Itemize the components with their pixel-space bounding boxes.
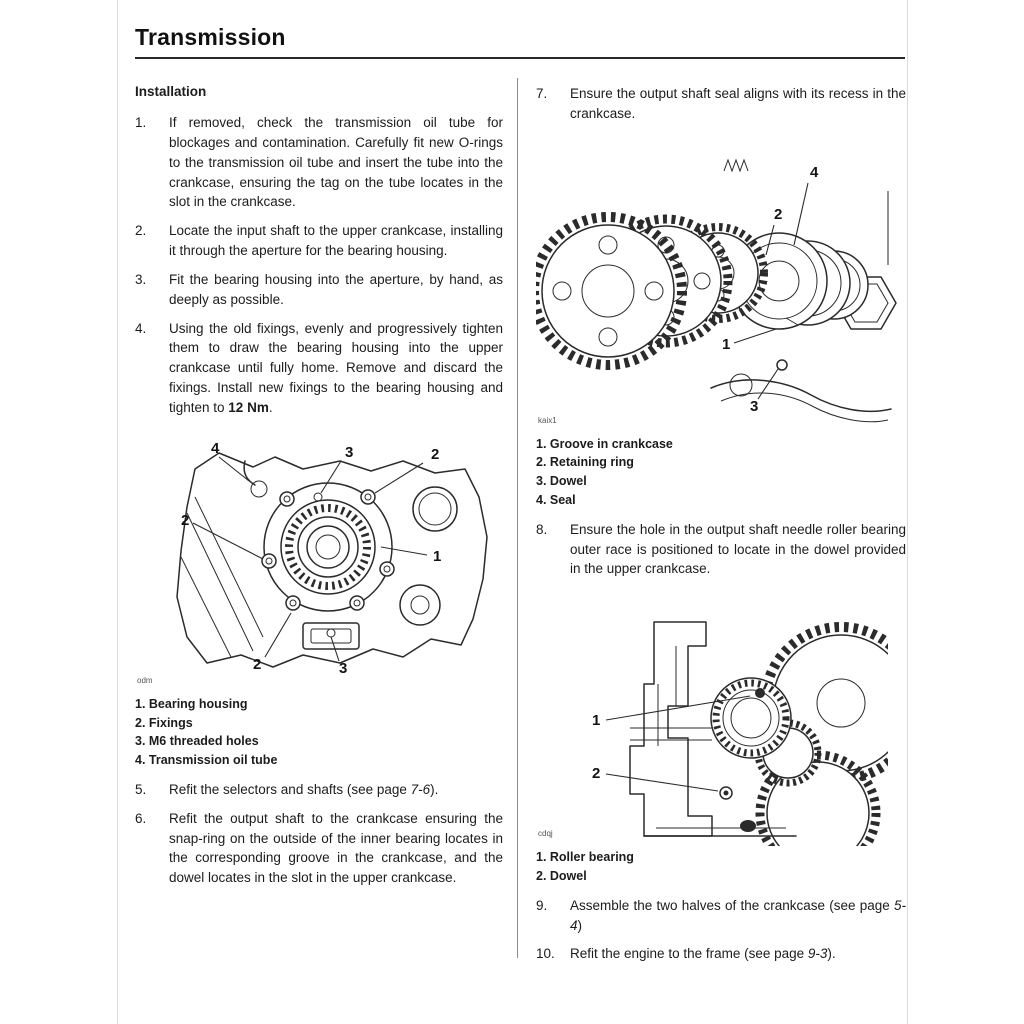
figure1-captions (135, 695, 503, 770)
step-7-number: 7. (536, 86, 548, 101)
page-reference: 7-6 (410, 781, 431, 797)
step-4-text: Using the old fixings, evenly and progressively tighten them to draw the bearing housing into the upper crankcase until fully home. Remove and discard the fixings. Install new fixings to the bearing housing and tighten to 12 Nm. (169, 320, 503, 415)
step-6-text: Refit the output shaft to the crankcase ensuring the snap-ring on the outside of the inner bearing locates in the corresponding groove in the crankcase, and the dowel locates in the slot in the upper crankcase. (169, 810, 503, 886)
crankcase-diagram (135, 427, 503, 693)
callout-label: 1 (592, 712, 601, 730)
page-reference: 9-3 (807, 946, 828, 962)
figure-code: kaix1 (538, 415, 557, 425)
caption-line: 2. Fixings (135, 715, 193, 730)
column-divider (517, 78, 518, 958)
step-2-text: Locate the input shaft to the upper crankcase, installing it through the aperture for the bearing housing. (169, 223, 503, 259)
step-9 (536, 896, 906, 936)
step-7 (536, 84, 906, 124)
callout-label: 1 (433, 547, 442, 565)
callout-label: 2 (774, 205, 783, 223)
step-5-text: Refit the selectors and shafts (see page 7-6). (169, 781, 439, 797)
figure3-captions (536, 848, 906, 886)
step-4-number: 4. (135, 320, 147, 336)
page-right-edge (907, 0, 908, 1024)
caption-line: 1. Roller bearing (536, 850, 634, 865)
step-10 (536, 944, 906, 964)
step-4 (135, 319, 503, 418)
caption-line: 2. Retaining ring (536, 455, 634, 470)
caption-line: 3. Dowel (536, 474, 587, 489)
callout-label: 4 (211, 439, 220, 457)
output-shaft-diagram (536, 133, 906, 433)
step-2-number: 2. (135, 223, 147, 239)
step-9-number: 9. (536, 897, 548, 913)
page-left-edge (117, 0, 118, 1024)
step-1 (135, 113, 503, 212)
output-shaft-figure (536, 133, 906, 433)
page-reference: 5-4 (570, 897, 906, 933)
step-8-text: Ensure the hole in the output shaft needle roller bearing outer race is positioned to locate in the dowel provided in the upper crankcase. (570, 521, 906, 577)
caption-line: 1. Bearing housing (135, 696, 248, 711)
crankcase-figure (135, 427, 503, 693)
caption-line: 3. M6 threaded holes (135, 734, 259, 749)
callout-label: 2 (253, 655, 262, 673)
callout-label: 3 (345, 443, 354, 461)
callout-label: 2 (592, 765, 601, 783)
step-9-text: Assemble the two halves of the crankcase (see page 5-4) (570, 897, 906, 933)
step-5 (135, 780, 503, 800)
callout-label: 4 (810, 163, 819, 181)
figure-code: odm (137, 675, 153, 685)
figure-code: cdqj (538, 829, 553, 839)
caption-line: 4. Transmission oil tube (135, 753, 278, 768)
callout-label: 1 (722, 335, 731, 353)
torque-value: 12 Nm (228, 399, 269, 415)
callout-label: 3 (339, 659, 348, 677)
step-8-number: 8. (536, 521, 548, 537)
roller-bearing-diagram (536, 588, 888, 846)
step-7-text: Ensure the output shaft seal aligns with its recess in the crankcase. (570, 86, 906, 121)
caption-line: 1. Groove in crankcase (536, 436, 673, 451)
roller-bearing-figure (536, 588, 906, 846)
callout-label: 3 (750, 397, 759, 415)
step-1-number: 1. (135, 115, 147, 130)
step-3-number: 3. (135, 271, 147, 287)
step-3 (135, 270, 503, 310)
step-3-text: Fit the bearing housing into the aperture, by hand, as deeply as possible. (169, 271, 503, 307)
caption-line: 2. Dowel (536, 868, 587, 883)
step-2 (135, 221, 503, 261)
callout-label: 2 (181, 511, 190, 529)
step-1-text: If removed, check the transmission oil tube for blockages and contamination. Carefully fit new O-rings to the transmission oil tube and insert the tube into the crankcase, ensuring the tag on the tube locates in the slot in the crankcase. (169, 115, 503, 210)
title-rule (135, 57, 905, 59)
step-10-number: 10. (536, 946, 555, 962)
step-6-number: 6. (135, 810, 147, 826)
figure2-captions (536, 435, 906, 510)
callout-label: 2 (431, 445, 440, 463)
step-6 (135, 809, 503, 888)
left-column (135, 84, 503, 897)
page-title: Transmission (135, 24, 286, 50)
step-10-text: Refit the engine to the frame (see page 9-3). (570, 946, 836, 962)
step-5-number: 5. (135, 781, 147, 797)
step-8 (536, 520, 906, 580)
caption-line: 4. Seal (536, 492, 576, 507)
right-column (536, 84, 906, 973)
installation-heading: Installation (135, 84, 207, 99)
